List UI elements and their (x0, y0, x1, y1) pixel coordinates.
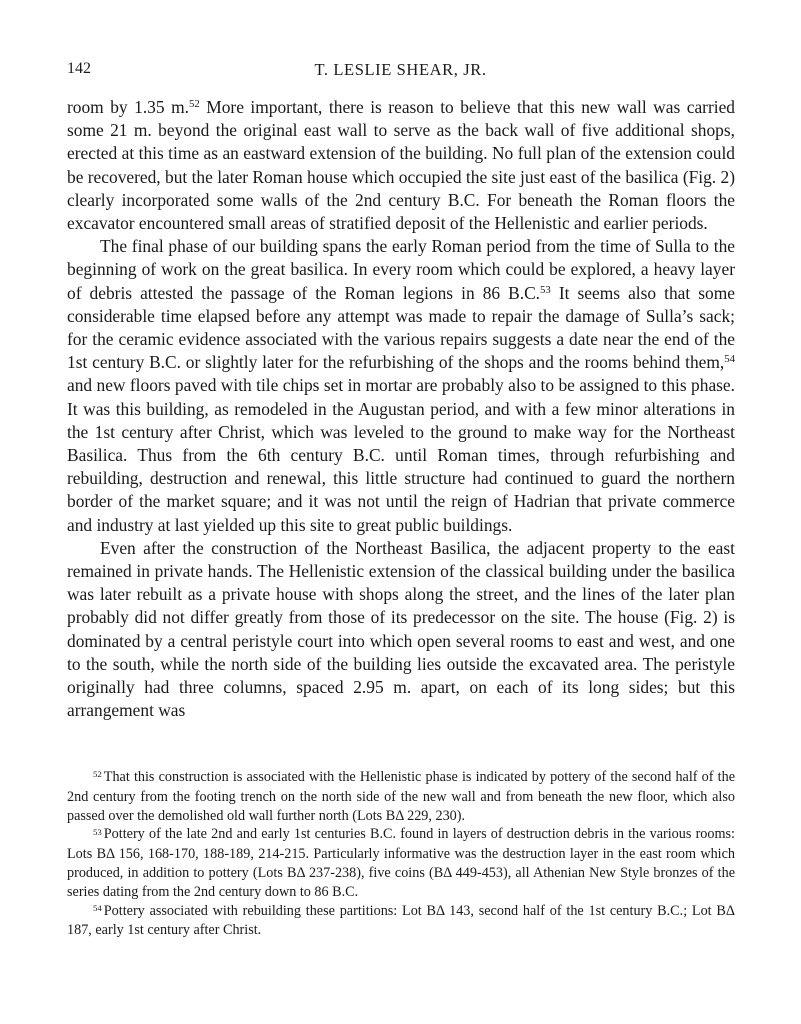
paragraph-text: The final phase of our building spans the early Roman period from the time of Sulla to the beginning of work on the great basilica. In every room which could be explored, a heavy layer of debris attested the passage of the Roman legions in 86 B.C. (67, 236, 735, 303)
footnote (67, 768, 735, 825)
page-header (67, 60, 734, 82)
paragraph-text: and new floors paved with tile chips set in mortar are probably also to be assigned to this phase. It was this building, as remodeled in the Augustan period, and with a few minor alterations in the 1st century after Christ, which was leveled to the ground to make way for the Northeast Basilica. Thus from the 6th century B.C. until Roman times, through refurbishing and rebuilding, destruction and renewal, this little structure had continued to guard the northern border of the market square; and it was not until the reign of Hadrian that private commerce and industry at last yielded up this site to great public buildings. (67, 375, 735, 535)
paragraph-text: More important, there is reason to believe that this new wall was carried some 21 m. beyond the original east wall to serve as the back wall of five additional shops, erected at this time as an eastward extension of the building. No full plan of the extension could be recovered, but the later Roman house which occupied the site just east of the basilica (Fig. 2) clearly incorporated some walls of the 2nd century B.C. For beneath the Roman floors the excavator encountered small areas of stratified deposit of the Hellenistic and earlier periods. (67, 97, 735, 234)
footnote-ref: 54 (724, 353, 735, 366)
paragraph-text: room by 1.35 m. (67, 97, 189, 117)
page-number: 142 (67, 60, 91, 77)
paragraph (67, 96, 735, 235)
footnotes (67, 768, 735, 940)
footnote (67, 825, 735, 901)
paragraph-text: Even after the construction of the Northeast Basilica, the adjacent property to the east remained in private hands. The Hellenistic extension of the classical building under the basilica was later rebuilt as a private house with shops along the street, and the lines of the later plan probably did not differ greatly from those of its predecessor on the site. The house (Fig. 2) is dominated by a central peristyle court into which open several rooms to east and west, and one to the south, while the north side of the building lies outside the excavated area. The peristyle originally had three columns, spaced 2.95 m. apart, on each of its long sides; but this arrangement was (67, 537, 735, 721)
footnote-text: Pottery of the late 2nd and early 1st centuries B.C. found in layers of destruction debris in the various rooms: Lots BΔ 156, 168-170, 188-189, 214-215. Particularly informative was the destruction layer in the east room which produced, in addition to pottery (Lots BΔ 237-238), five coins (BΔ 449-453), all Athenian New Style bronzes of the series dating from the 2nd century down to 86 B.C. (67, 826, 735, 900)
footnote-mark: 54 (93, 903, 102, 914)
paragraph (67, 537, 735, 723)
footnote-mark: 52 (93, 769, 102, 780)
paragraph-text: It seems also that some considerable time elapsed before any attempt was made to repair the damage of Sulla’s sack; for the ceramic evidence associated with the various repairs suggests a date near the end of the 1st century B.C. or slightly later for the refurbishing of the shops and the rooms behind them, (67, 282, 735, 373)
footnote-text: Pottery associated with rebuilding these partitions: Lot BΔ 143, second half of the 1st century B.C.; Lot BΔ 187, early 1st century after Christ. (67, 902, 735, 939)
footnote-text: That this construction is associated with the Hellenistic phase is indicated by pottery of the second half of the 2nd century from the footing trench on the north side of the new wall and from beneath the new floor, which also passed over the demolished old wall further north (Lots BΔ 229, 230). (67, 769, 735, 824)
paragraph (67, 235, 735, 537)
footnote-ref: 53 (540, 283, 551, 296)
footnote (67, 902, 735, 941)
footnote-ref: 52 (188, 98, 200, 111)
footnote-mark: 53 (93, 826, 102, 837)
body-text (67, 96, 735, 722)
running-head: T. LESLIE SHEAR, JR. (314, 60, 487, 79)
